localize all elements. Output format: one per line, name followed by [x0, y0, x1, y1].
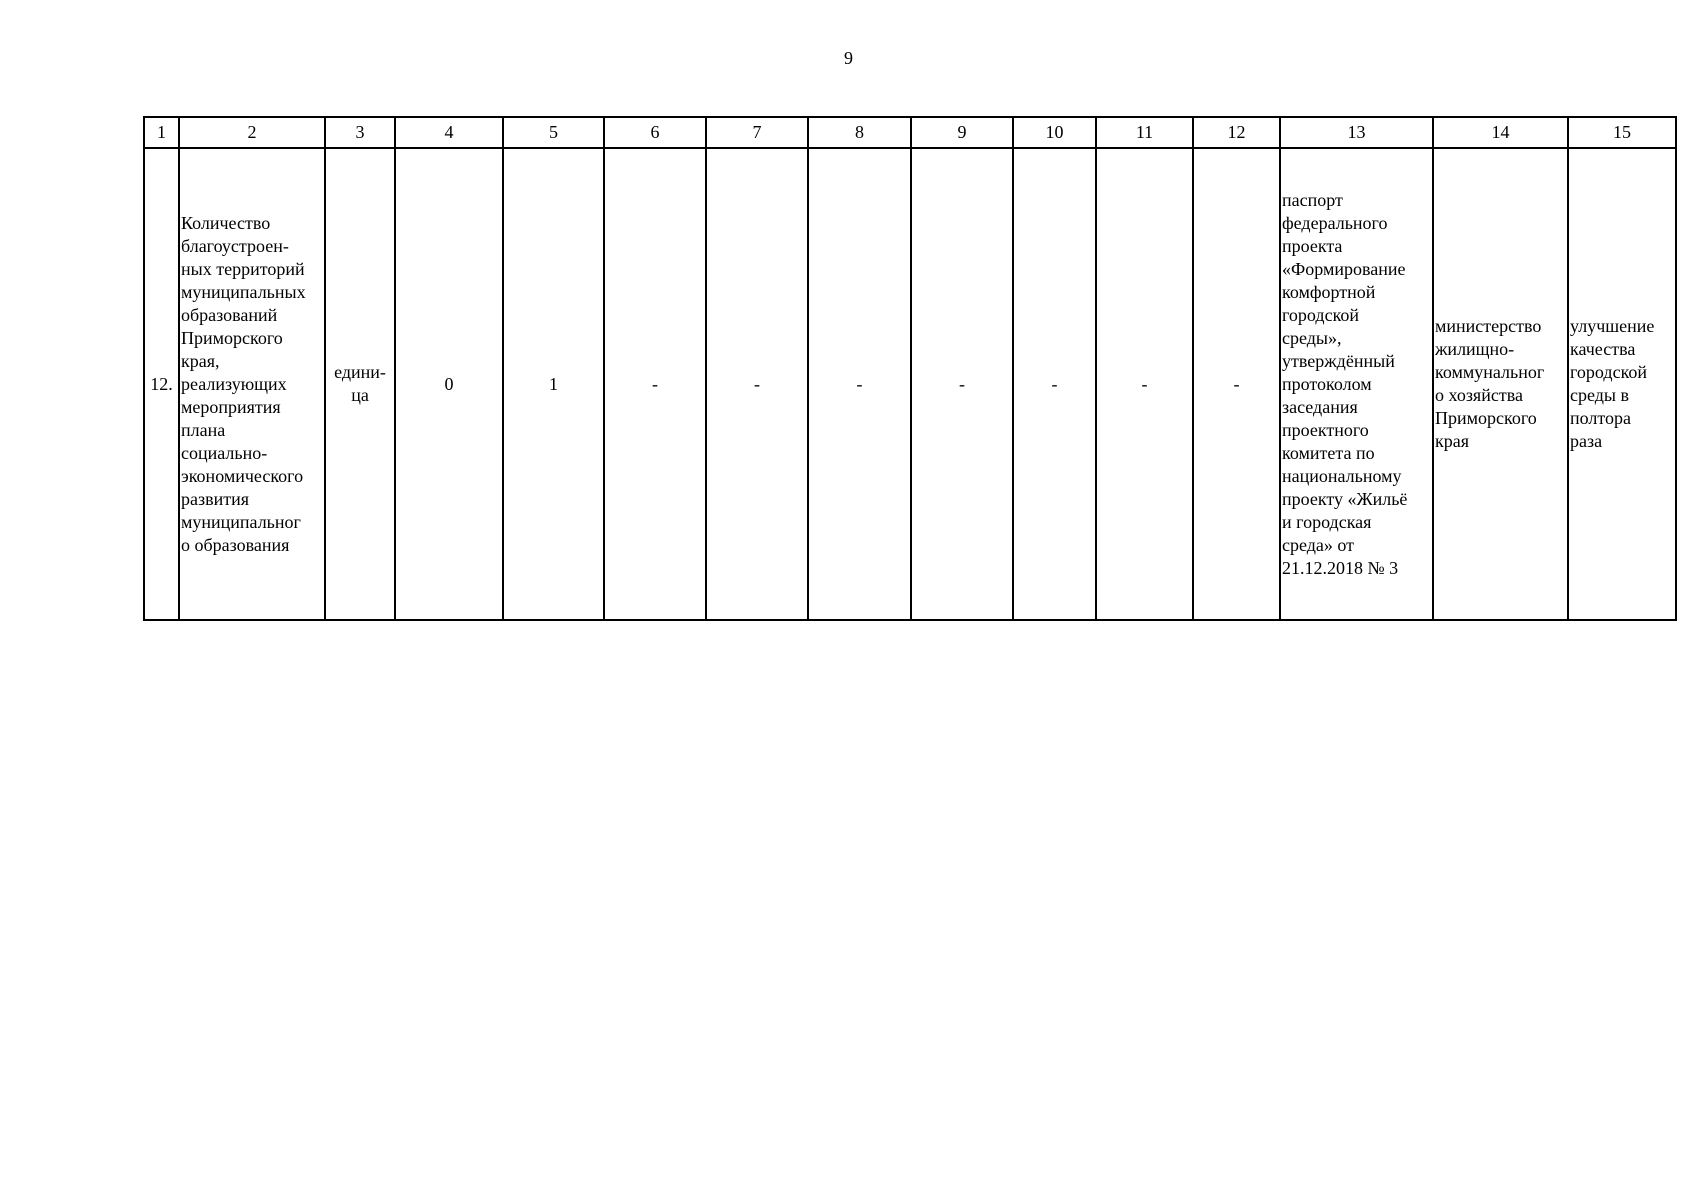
- header-cell: 1: [144, 117, 179, 148]
- indicator-name-cell: Количество благоустроен- ных территорий муниципальных образований Приморского края, реализующих мероприятия плана социально- экономического развития муниципальног о образования: [179, 148, 325, 620]
- table-row: [144, 148, 1676, 620]
- header-cell: 3: [325, 117, 395, 148]
- value-cell: -: [1096, 148, 1193, 620]
- table-header-row: [144, 117, 1676, 148]
- header-cell: 9: [911, 117, 1013, 148]
- header-cell: 5: [503, 117, 604, 148]
- header-cell: 8: [808, 117, 911, 148]
- expected-result-cell: улучшение качества городской среды в полтора раза: [1568, 148, 1676, 620]
- value-cell: 0: [395, 148, 503, 620]
- header-cell: 13: [1280, 117, 1433, 148]
- source-document-cell: паспорт федерального проекта «Формирование комфортной городской среды», утверждённый протоколом заседания проектного комитета по национальному проекту «Жильё и городская среда» от 21.12.2018 № 3: [1280, 148, 1433, 620]
- header-cell: 7: [706, 117, 808, 148]
- value-cell: -: [604, 148, 706, 620]
- header-cell: 11: [1096, 117, 1193, 148]
- header-cell: 6: [604, 117, 706, 148]
- indicator-table: [143, 116, 1677, 621]
- header-cell: 10: [1013, 117, 1096, 148]
- header-cell: 2: [179, 117, 325, 148]
- row-number-cell: 12.: [144, 148, 179, 620]
- header-cell: 14: [1433, 117, 1568, 148]
- header-cell: 12: [1193, 117, 1280, 148]
- responsible-body-cell: министерство жилищно- коммунальног о хозяйства Приморского края: [1433, 148, 1568, 620]
- value-cell: -: [1193, 148, 1280, 620]
- unit-cell: едини- ца: [325, 148, 395, 620]
- value-cell: -: [808, 148, 911, 620]
- value-cell: 1: [503, 148, 604, 620]
- value-cell: -: [706, 148, 808, 620]
- value-cell: -: [1013, 148, 1096, 620]
- page-number: 9: [844, 48, 853, 68]
- header-cell: 15: [1568, 117, 1676, 148]
- header-cell: 4: [395, 117, 503, 148]
- value-cell: -: [911, 148, 1013, 620]
